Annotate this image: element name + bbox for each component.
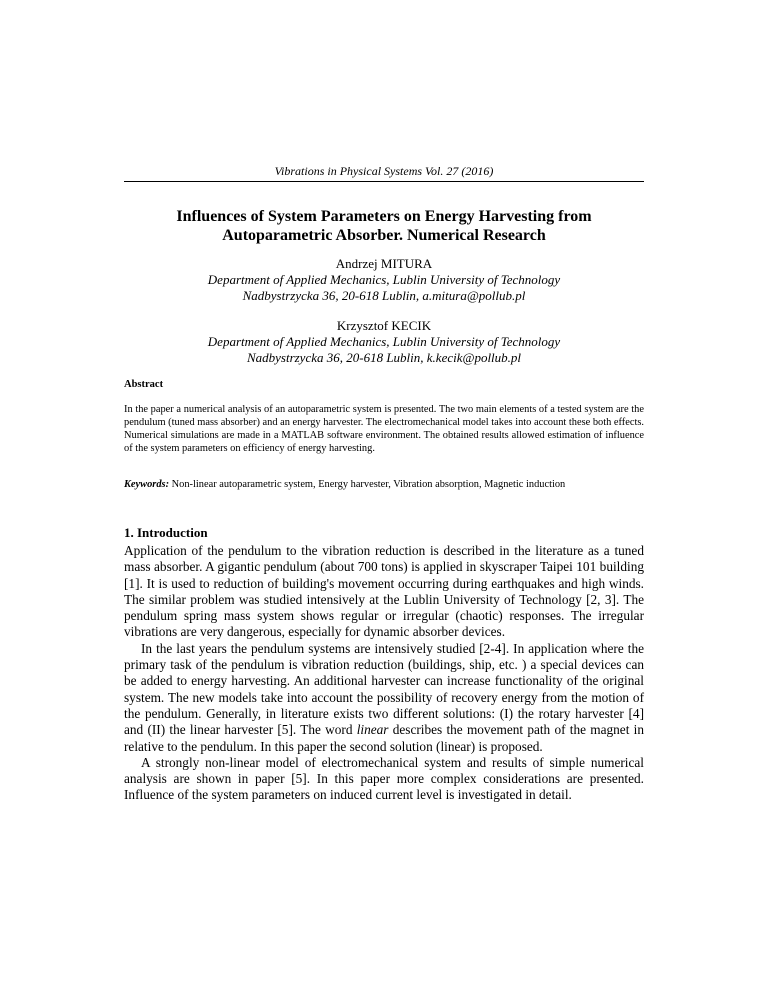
author-address: Nadbystrzycka 36, 20-618 Lublin, a.mitura@pollub.pl	[242, 288, 526, 303]
author-name: Krzysztof KECIK	[336, 318, 432, 333]
author-affiliation: Department of Applied Mechanics, Lublin University of Technology	[207, 272, 561, 287]
keywords-label: Keywords:	[124, 479, 170, 490]
title-line-1: Influences of System Parameters on Energy Harvesting from	[176, 208, 592, 225]
keywords-text: Non-linear autoparametric system, Energy harvester, Vibration absorption, Magnetic induction	[171, 479, 566, 490]
author-affiliation: Department of Applied Mechanics, Lublin University of Technology	[207, 334, 561, 349]
keywords	[124, 478, 644, 491]
paragraph-2-part-2: describes the movement path of the magnet in relative to the pendulum. In this paper the second solution (linear) is proposed.	[124, 722, 644, 754]
author-block-2	[124, 318, 644, 366]
introduction-body	[124, 543, 644, 804]
paper-title	[124, 207, 644, 245]
section-heading-introduction: 1. Introduction	[124, 525, 208, 540]
author-name: Andrzej MITURA	[335, 256, 433, 271]
paragraph-2-part-1: In the last years the pendulum systems are intensively studied [2-4]. In application where the primary task of the pendulum is vibration reduction (buildings, ship, etc. ) a special devices can be added to energy harvesting. An additional harvester can increase functionality of the original system. The new models take into account the possibility of recovery energy from the motion of the pendulum. Generally, in literature exists two different solutions: (I) the rotary harvester [4] and (II) the linear harvester [5]. The word	[124, 640, 644, 738]
header-rule	[124, 181, 644, 182]
paragraph-3: A strongly non-linear model of electromechanical system and results of simple numerical analysis are shown in paper [5]. In this paper more complex considerations are presented. Influence of the system parameters on induced current level is investigated in detail.	[124, 754, 644, 803]
paragraph-2	[124, 641, 644, 755]
running-header: Vibrations in Physical Systems Vol. 27 (2016)	[274, 164, 494, 178]
author-address: Nadbystrzycka 36, 20-618 Lublin, k.kecik@pollub.pl	[246, 350, 522, 365]
paragraph-1: Application of the pendulum to the vibration reduction is described in the literature as a tuned mass absorber. A gigantic pendulum (about 700 tons) is applied in skyscraper Taipei 101 building [1]. It is used to reduction of building's movement occurring during earthquakes and high winds. The similar problem was studied intensively at the Lublin University of Technology [2, 3]. The pendulum spring mass system shows regular or irregular (chaotic) responses. The irregular vibrations are very dangerous, especially for dynamic absorber devices.	[124, 543, 644, 640]
abstract-text: In the paper a numerical analysis of an autoparametric system is presented. The two main elements of a tested system are the pendulum (tuned mass absorber) and an energy harvester. The electromechanical model takes into account these both effects. Numerical simulations are made in a MATLAB software environment. The obtained results allowed estimation of influence of the system parameters on efficiency of energy harvesting.	[124, 404, 644, 454]
author-block-1	[124, 256, 644, 304]
title-line-2: Autoparametric Absorber. Numerical Research	[222, 227, 546, 244]
abstract-heading: Abstract	[124, 379, 164, 390]
paragraph-2-emphasis: linear	[356, 722, 389, 738]
